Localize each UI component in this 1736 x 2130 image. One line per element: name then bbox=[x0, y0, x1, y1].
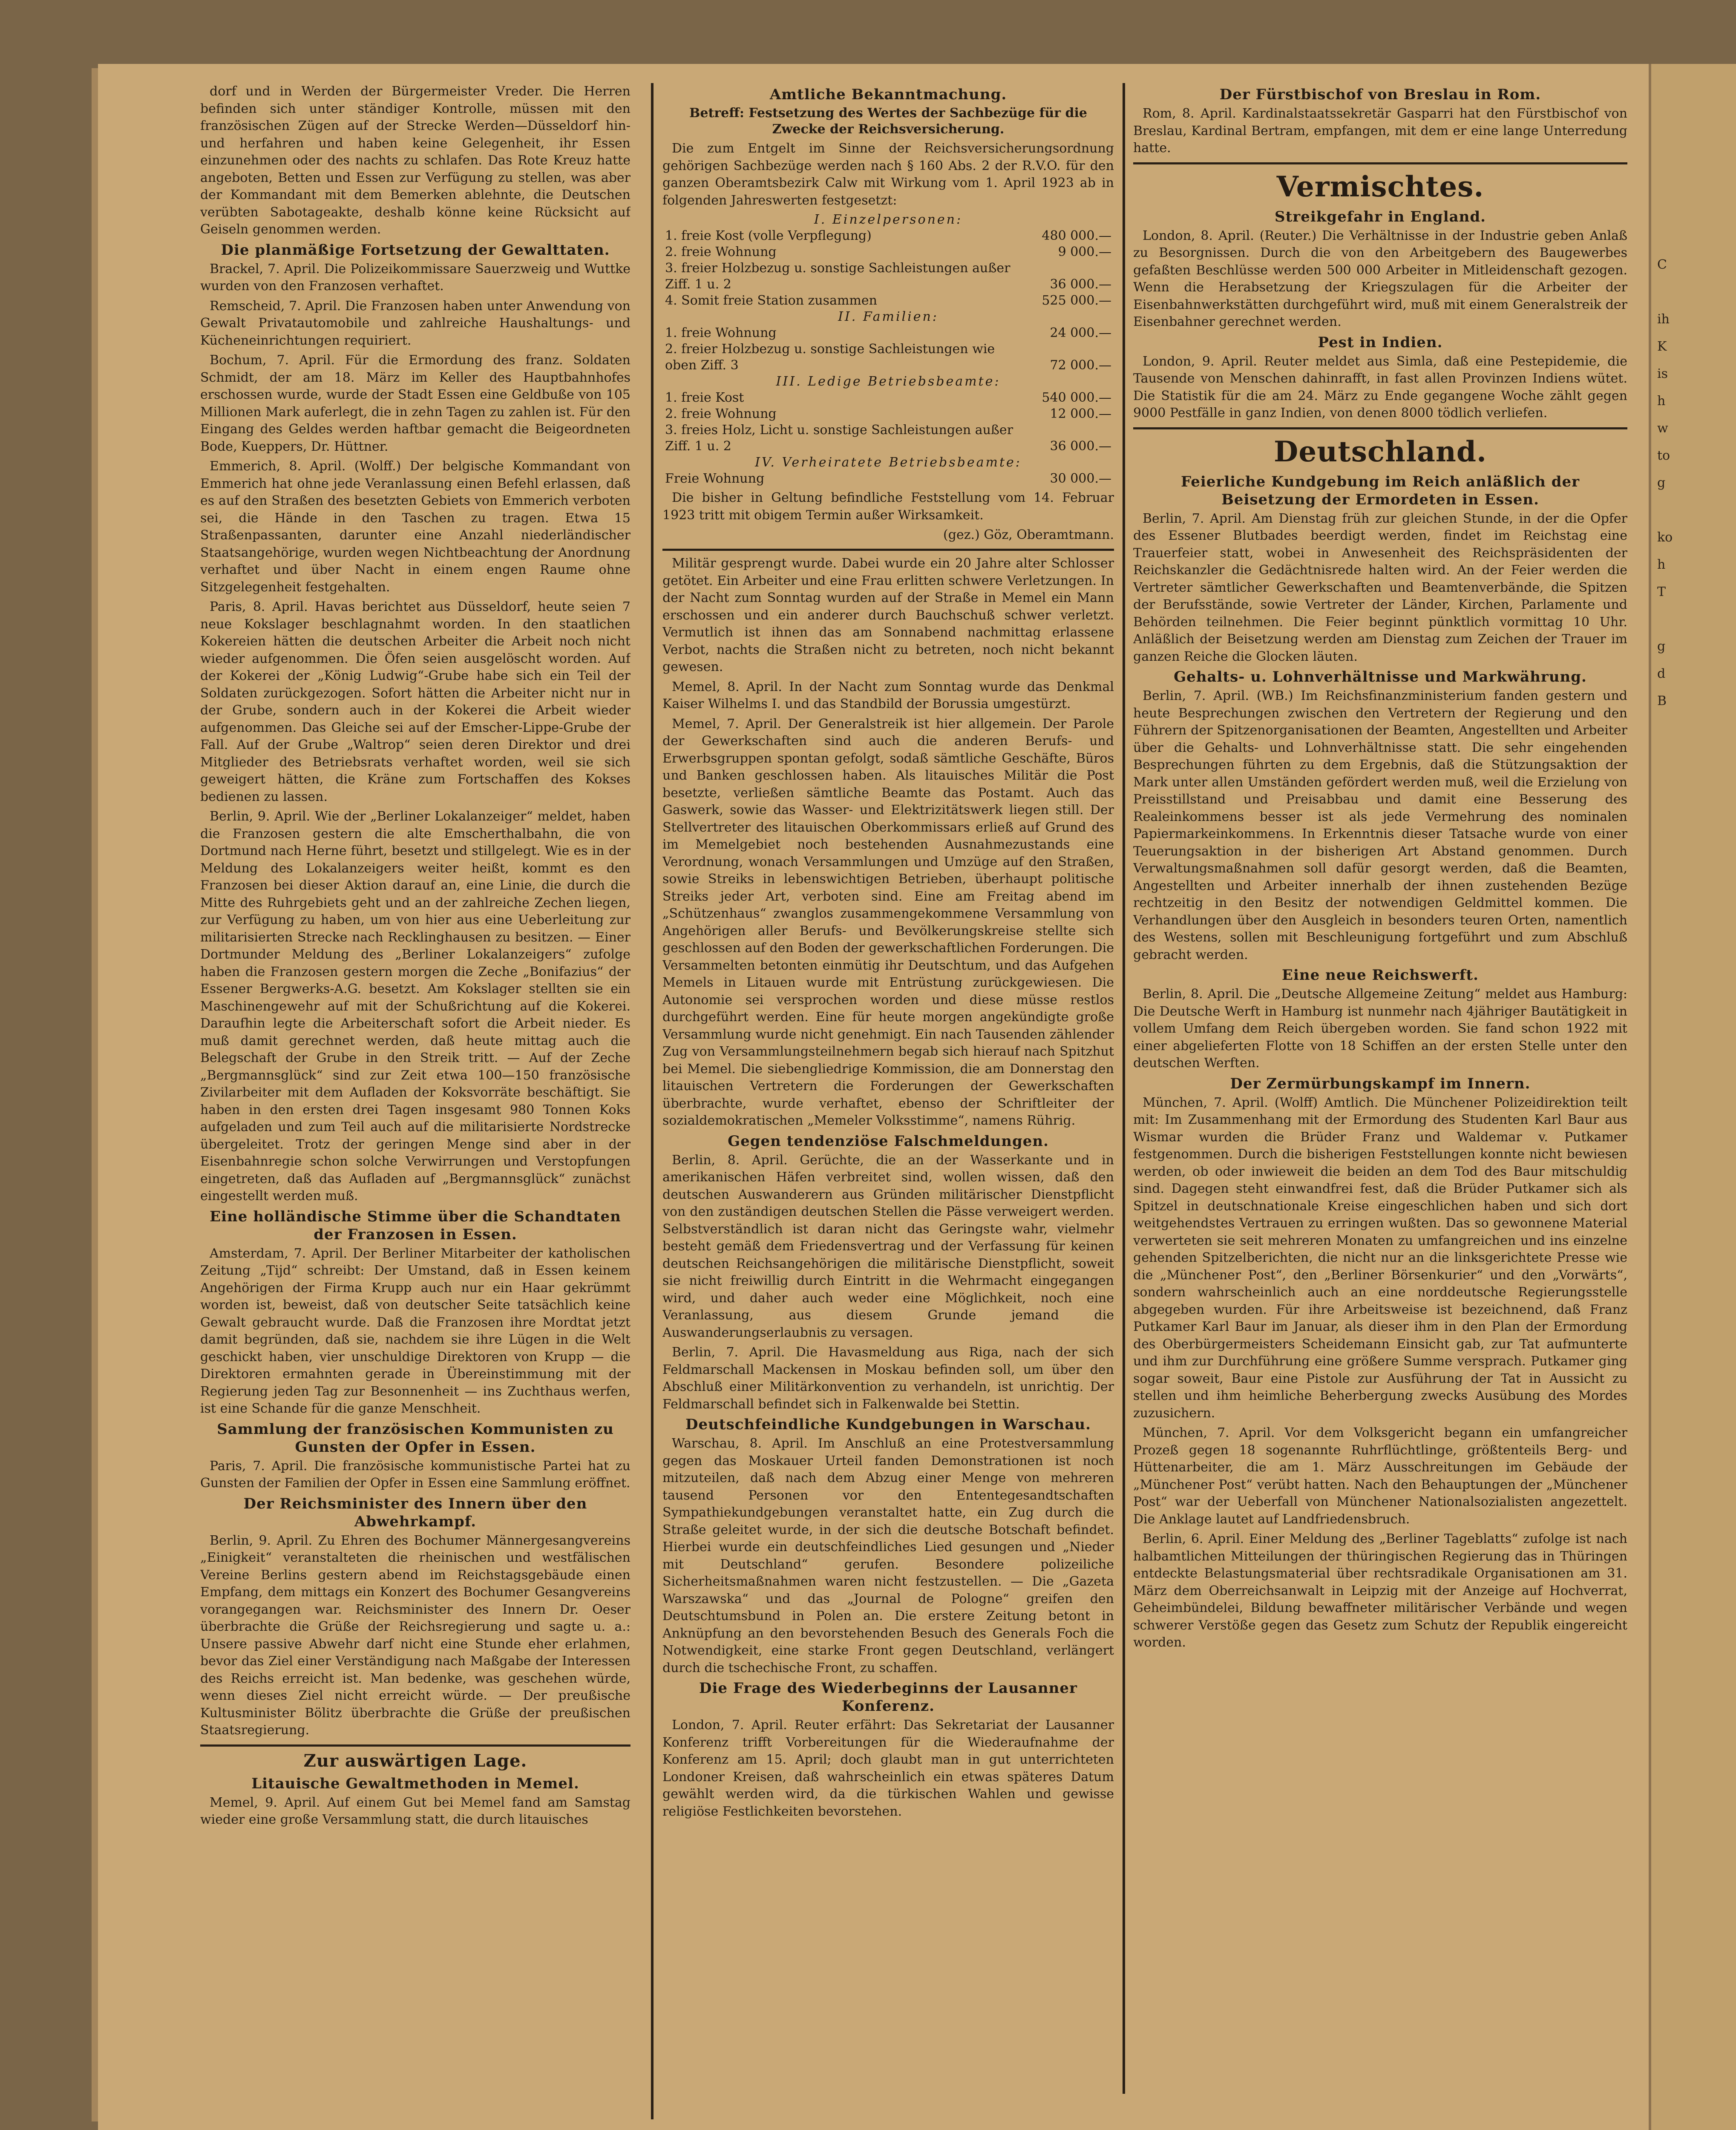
table-cell-label: 1. freie Kost bbox=[665, 390, 744, 405]
paragraph: Berlin, 9. April. Wie der „Berliner Lokalanzeiger“ meldet, haben die Franzosen gestern die alte Emscherthalbahn, die von Dortmund nach Herne führt, besetzt und stillgelegt. Wie es in der Meldung des Lokalanzeigers weiter heißt, kommt es den Franzosen bei dieser Aktion darauf an, eine Linie, die durch die Mitte des Ruhrgebiets geht und an der zahlreiche Zechen liegen, zur Verfügung zu haben, um von hier aus eine Ueberleitung zur militarisierten Strecke nach Recklinghausen zu besitzen. — Einer Dortmunder Meldung des „Berliner Lokalanzeigers“ zufolge haben die Franzosen gestern morgen die Zeche „Bonifazius“ der Essener Bergwerks-A.G. besetzt. Am Kokslager stellten sie ein Maschinengewehr auf mit der Schußrichtung auf die Kokerei. Daraufhin legte die Arbeiterschaft sofort die Arbeit nieder. Es muß damit gerechnet werden, daß heute mittag auch die Belegschaft der Grube in den Streik tritt. — Auf der Zeche „Bergmannsglück“ sind zur Zeit etwa 100—150 französische Zivilarbeiter mit dem Aufladen der Koksvorräte beschäftigt. Sie haben in den ersten drei Tagen insgesamt 980 Tonnen Koks aufgeladen und zum Teil auch auf die militarisierte Nordstrecke übergeleitet. Trotz der geringen Menge sind aber in der Eisenbahnregie schon solche Verwirrungen und Verstopfungen eingetreten, daß das Aufladen auf „Bergmannsglück“ zunächst eingestellt werden muß. bbox=[200, 809, 630, 1203]
column-rule bbox=[1123, 83, 1125, 2094]
table-cell-value: 36 000.— bbox=[1050, 277, 1111, 292]
table-cell-value: 24 000.— bbox=[1050, 325, 1111, 340]
section-heading: Feierliche Kundgebung im Reich anläßlich der Beisetzung der Ermordeten in Essen. bbox=[1180, 473, 1580, 508]
paragraph: Berlin, 8. April. Die „Deutsche Allgemeine Zeitung“ meldet aus Hamburg: Die Deutsche Werft in Hamburg ist nunmehr nach 4jähriger Bautätigkeit in vollem Umfang dem Reich übergeben worden. Sie fand schon 1922 mit einer abgelieferten Flotte von 18 Schiffen an der ersten Stelle unter den deutschen Werften. bbox=[1133, 987, 1627, 1071]
paragraph: Memel, 8. April. In der Nacht zum Sonntag wurde das Denkmal Kaiser Wilhelms I. und das Standbild der Borussia umgestürzt. bbox=[662, 679, 1114, 711]
table-cell-value: 36 000.— bbox=[1050, 439, 1111, 454]
adjacent-page-text-fragment: C ih K is h w to g ko h T g d B bbox=[1657, 257, 1673, 708]
paragraph: Emmerich, 8. April. (Wolff.) Der belgische Kommandant von Emmerich hat ohne jede Veranlassung einen Befehl erlassen, daß es auf den Straßen des besetzten Gebiets von Emmerich verboten sei, die Hände in den Taschen zu tragen. Etwa 15 Straßenpassanten, darunter eine Anzahl niederländischer Staatsangehörige, wurden wegen Nichtbeachtung der Anordnung verhaftet und über Nacht in einem engen Raume ohne Sitzgelegenheit festgehalten. bbox=[200, 459, 630, 595]
table-section-title: III. Ledige Betriebsbeamte: bbox=[776, 374, 1001, 389]
table-section-row bbox=[662, 212, 1114, 228]
paragraph: Rom, 8. April. Kardinalstaatssekretär Gasparri hat den Fürstbischof von Breslau, Kardinal Bertram, empfangen, mit dem er eine lange Unterredung hatte. bbox=[1133, 106, 1627, 155]
table-row bbox=[662, 406, 1114, 422]
table-section-title: IV. Verheiratete Betriebsbeamte: bbox=[755, 455, 1022, 470]
section-divider bbox=[662, 549, 1114, 551]
table-cell-label: 1. freie Kost (volle Verpflegung) bbox=[665, 228, 872, 243]
paragraph: Bochum, 7. April. Für die Ermordung des franz. Soldaten Schmidt, der am 18. März im Keller des Hauptbahnhofes erschossen wurde, wurde der Stadt Essen eine Geldbuße von 105 Millionen Mark auferlegt, die in zehn Tagen zu zahlen ist. Für den Eingang des Geldes werden haftbar gemacht die Beigeordneten Bode, Kueppers, Dr. Hüttner. bbox=[200, 353, 630, 454]
notice-intro: Die zum Entgelt im Sinne der Reichsversicherungsordnung gehörigen Sachbezüge werden nach § 160 Abs. 2 der R.V.O. für den ganzen Oberamtsbezirk Calw mit Wirkung vom 1. April 1923 ab in folgenden Jahreswerten festgesetzt: bbox=[662, 141, 1114, 208]
paragraph: Paris, 7. April. Die französische kommunistische Partei hat zu Gunsten der Familien der Opfer in Essen eine Sammlung eröffnet. bbox=[200, 1458, 630, 1491]
paragraph: London, 9. April. Reuter meldet aus Simla, daß eine Pestepidemie, die Tausende von Menschen dahinrafft, in fast allen Provinzen Indiens wütet. Die Statistik für die am 24. März zu Ende gegangene Woche zählt gegen 9000 Pestfälle in ganz Indien, von denen 8000 tödlich verliefen. bbox=[1133, 354, 1627, 420]
section-heading: Sammlung der französischen Kommunisten zu Gunsten der Opfer in Essen. bbox=[217, 1420, 614, 1456]
table-row bbox=[662, 390, 1114, 406]
notice-subject: Betreff: Festsetzung des Wertes der Sachbezüge für die Zwecke der Reichsversicherung. bbox=[689, 106, 1087, 137]
section-heading: Pest in Indien. bbox=[1318, 334, 1443, 351]
table-row bbox=[662, 325, 1114, 341]
table-cell-value: 9 000.— bbox=[1058, 245, 1111, 259]
table-cell-label: 3. freier Holzbezug u. sonstige Sachleistungen außer Ziff. 1 u. 2 bbox=[665, 261, 1011, 292]
table-row bbox=[662, 341, 1114, 374]
section-heading: Streikgefahr in England. bbox=[1275, 208, 1486, 225]
right-column bbox=[1133, 83, 1627, 2077]
paragraph: Berlin, 6. April. Einer Meldung des „Berliner Tageblatts“ zufolge ist nach halbamtlichen Mitteilungen der thüringischen Regierung das in Thüringen entdeckte Belastungsmaterial über rechtsradikale Organisationen am 31. März dem Oberreichsanwalt in Leipzig mit der Anzeige auf Hochverrat, Geheimbündelei, Bildung bewaffneter militärischer Verbände und wegen schwerer Verstöße gegen das Gesetz zum Schutz der Republik eingereicht worden. bbox=[1133, 1531, 1627, 1650]
section-heading: Litauische Gewaltmethoden in Memel. bbox=[251, 1775, 579, 1792]
notice-signature: (gez.) Göz, Oberamtmann. bbox=[943, 527, 1114, 542]
table-row bbox=[662, 260, 1114, 293]
paragraph: München, 7. April. Vor dem Volksgericht begann ein umfangreicher Prozeß gegen 18 sogenannte Ruhrflüchtlinge, größtenteils Berg- und Hüttenarbeiter, die am 1. März Ausschreitungen im Gebäude der „Münchener Post“ verübt hatten. Nach den Behauptungen der „Münchener Post“ war der Ueberfall von Münchener Nationalsozialisten angezettelt. Die Anklage lautet auf Landfriedensbruch. bbox=[1133, 1425, 1627, 1527]
table-cell-value: 480 000.— bbox=[1042, 228, 1111, 243]
paragraph: Berlin, 7. April. (WB.) Im Reichsfinanzministerium fanden gestern und heute Besprechungen zwischen den Vertretern der Regierung und den Führern der Spitzenorganisationen der Beamten, Angestellten und Arbeiter über die Gehalts- und Lohnverhältnisse statt. Die sehr eingehenden Besprechungen führten zu dem Ergebnis, daß die Stützungsaktion der Mark unter allen Umständen gefördert werden muß, weil die Erzielung von Preisstillstand und Preisabbau und damit eine Besserung des Realeinkommens besser ist als jede Vermehrung des nominalen Papiermarkeinkommens. In Erkenntnis dieser Tatsache wurde von einer Teuerungsaktion in der bisherigen Art Abstand genommen. Durch Verwaltungsmaßnahmen soll dafür gesorgt werden, daß die Beamten, Angestellten und Arbeiter innerhalb der ihnen zustehenden Bezüge rechtzeitig in den Besitz der notwendigen Geldmittel kommen. Die Verhandlungen über den Ausgleich in besonders teuren Orten, namentlich des Westens, sollen mit Beschleunigung fortgeführt und zum Abschluß gebracht werden. bbox=[1133, 688, 1627, 962]
paragraph: Remscheid, 7. April. Die Franzosen haben unter Anwendung von Gewalt Privatautomobile und zahlreiche Haushaltungs- und Kücheneinrichtungen requiriert. bbox=[200, 298, 630, 348]
paragraph: Amsterdam, 7. April. Der Berliner Mitarbeiter der katholischen Zeitung „Tijd“ schreibt: Der Umstand, daß in Essen keinem Angehörigen der Firma Krupp auch nur ein Haar gekrümmt worden ist, beweist, daß von deutscher Seite tatsächlich keine Gewalt gebraucht wurde. Daß die Franzosen ihre Mordtat jetzt damit begründen, daß sie, nachdem sie ihre Lügen in die Welt geschickt haben, vier unschuldige Direktoren von Krupp — die Direktoren ermahnten gerade in Übereinstimmung mit der Regierung jeden Tag zur Besonnenheit — ins Zuchthaus werfen, ist eine Schande für die ganze Menschheit. bbox=[200, 1246, 630, 1416]
section-title: Deutschland. bbox=[1274, 435, 1487, 468]
paragraph: London, 8. April. (Reuter.) Die Verhältnisse in der Industrie geben Anlaß zu Besorgnissen. Durch die von den Arbeitgebern des Baugewerbes gefaßten Beschlüsse werden 500 000 Arbeiter in Mitleidenschaft gezogen. Wenn die Herabsetzung der Kriegszulagen für die Arbeiter der Eisenbahnwerkstätten durchgeführt wird, muß mit einem Generalstreik der Eisenbahner gerechnet werden. bbox=[1133, 228, 1627, 329]
paragraph: Berlin, 7. April. Am Dienstag früh zur gleichen Stunde, in der die Opfer des Essener Blutbades beerdigt werden, findet im Reichstag eine Trauerfeier statt, wobei in Anwesenheit des Reichspräsidenten der Reichskanzler die Gedächtnisrede halten wird. An der Feier werden die Vertreter sämtlicher Gewerkschaften und Beamtenverbände, die Spitzen der Berufsstände, sowie Vertreter der Länder, Kirchen, Parlamente und Behörden teilnehmen. Die Feier beginnt pünktlich vormittag 10 Uhr. Anläßlich der Beisetzung werden am Dienstag zum Zeichen der Trauer im ganzen Reiche die Glocken läuten. bbox=[1133, 511, 1627, 664]
table-cell-value: 12 000.— bbox=[1050, 406, 1111, 421]
section-heading: Die planmäßige Fortsetzung der Gewalttaten. bbox=[221, 241, 610, 259]
paragraph: Berlin, 7. April. Die Havasmeldung aus Riga, nach der sich Feldmarschall Mackensen in Moskau befinden soll, um über den Abschluß einer Militärkonvention zu verhandeln, ist unrichtig. Der Feldmarschall befindet sich in Falkenwalde bei Stettin. bbox=[662, 1345, 1114, 1412]
paragraph: Berlin, 8. April. Gerüchte, die an der Wasserkante und in amerikanischen Häfen verbreitet sind, wollen wissen, daß den deutschen Auswanderern aus Gründen militärischer Dienstpflicht von den zuständigen deutschen Stellen die Pässe verweigert werden. Selbstverständlich ist daran nicht das Geringste wahr, vielmehr besteht gemäß dem Friedensvertrag und der Verfassung für keinen deutschen Reichsangehörigen die militärische Dienstpflicht, soweit sie nicht freiwillig durch Eintritt in die Wehrmacht eingegangen wird, und daher auch weder eine Möglichkeit, noch eine Veranlassung, aus diesem Grunde jemand die Auswanderungserlaubnis zu versagen. bbox=[662, 1152, 1114, 1340]
table-row bbox=[662, 471, 1114, 487]
table-row bbox=[662, 244, 1114, 260]
section-title: Zur auswärtigen Lage. bbox=[303, 1750, 527, 1771]
section-heading: Die Frage des Wiederbeginns der Lausanner Konferenz. bbox=[699, 1680, 1077, 1715]
section-heading: Gehalts- u. Lohnverhältnisse und Markwährung. bbox=[1174, 668, 1587, 685]
section-heading: Der Reichsminister des Innern über den Abwehrkampf. bbox=[243, 1495, 587, 1530]
table-cell-value: 30 000.— bbox=[1050, 471, 1111, 486]
section-heading: Deutschfeindliche Kundgebungen in Warschau. bbox=[685, 1416, 1091, 1433]
section-divider bbox=[1133, 162, 1627, 164]
paragraph: Brackel, 7. April. Die Polizeikommissare Sauerzweig und Wuttke wurden von den Franzosen verhaftet. bbox=[200, 261, 630, 294]
section-divider bbox=[1133, 427, 1627, 429]
table-cell-label: 3. freies Holz, Licht u. sonstige Sachleistungen außer Ziff. 1 u. 2 bbox=[665, 423, 1013, 454]
table-cell-label: 1. freie Wohnung bbox=[665, 325, 777, 340]
adjacent-page-edge bbox=[1649, 64, 1736, 2130]
table-section-row bbox=[662, 309, 1114, 325]
article-body bbox=[200, 261, 630, 1205]
paragraph: Warschau, 8. April. Im Anschluß an eine Protestversammlung gegen das Moskauer Urteil fanden Demonstrationen ist noch mitzuteilen, daß nach dem Abzug einer Menge von mehreren tausend Personen vor den Ententegesandtschaften Sympathiekundgebungen veranstaltet hatte, ein Zug durch die Straße geleitet wurde, in der sich die deutsche Botschaft befindet. Hierbei wurde ein deutschfeindliches Lied gesungen und „Nieder mit Deutschland“ gerufen. Besondere polizeiliche Sicherheitsmaßnahmen waren nicht festzustellen. — Die „Gazeta Warszawska“ und das „Journal de Pologne“ greifen den Deutschtumsbund in Polen an. Die erstere Zeitung betont in Anknüpfung an den bevorstehenden Besuch des Generals Foch die Notwendigkeit, eine starke Front gegen Deutschland, verlängert durch die tschechische Front, zu schaffen. bbox=[662, 1436, 1114, 1675]
column-rule bbox=[651, 83, 654, 2119]
paragraph: München, 7. April. (Wolff) Amtlich. Die Münchener Polizeidirektion teilt mit: Im Zusammenhang mit der Ermordung des Studenten Karl Baur aus Wismar wurden die Brüder Franz und Waldemar v. Putkamer festgenommen. Durch die bisherigen Feststellungen konnte nicht bewiesen werden, ob oder inwieweit die beiden an dem Tod des Baur mitschuldig sind. Dagegen steht einwandfrei fest, daß die Brüder Putkamer sich als Spitzel in deutschnationale Kreise eingeschlichen haben und sich dort weitgehendstes Vertrauen zu erringen wußten. Das so gewonnene Material verwerteten sie seit mehreren Monaten zu umfangreichen und ins einzelne gehenden Spitzelberichten, die nicht nur an die linksgerichtete Presse wie die „Münchener Post“, den „Berliner Börsenkurier“ und den „Vorwärts“, sondern wahrscheinlich auch an eine norddeutsche Regierungsstelle abgegeben wurden. Für ihre Arbeitsweise ist bezeichnend, daß Franz Putkamer Karl Baur im Januar, als dieser ihm in den Plan der Ermordung des Oberbürgermeisters Scheidemann Einsicht gab, zur Tat aufmunterte und ihm zur Durchführung eine größere Summe versprach. Putkamer ging sogar soweit, Baur eine Pistole zur Ausführung der Tat in Aussicht zu stellen und ihm heimliche Beherbergung zwecks Ausübung des Mordes zuzusichern. bbox=[1133, 1095, 1627, 1421]
table-cell-label: Freie Wohnung bbox=[665, 471, 765, 486]
section-divider bbox=[200, 1744, 630, 1747]
table-row bbox=[662, 293, 1114, 309]
section-heading: Gegen tendenziöse Falschmeldungen. bbox=[728, 1132, 1049, 1150]
table-section-title: I. Einzelpersonen: bbox=[814, 212, 963, 227]
table-cell-value: 540 000.— bbox=[1042, 390, 1111, 405]
notice-closing: Die bisher in Geltung befindliche Feststellung vom 14. Februar 1923 tritt mit obigem Termin außer Wirksamkeit. bbox=[662, 490, 1114, 523]
paragraph: Militär gesprengt wurde. Dabei wurde ein 20 Jahre alter Schlosser getötet. Ein Arbeiter und eine Frau erlitten schwere Verletzungen. In der Nacht zum Sonntag wurden auf der Straße in Memel ein Mann erschossen und ein anderer durch Bauchschuß schwer verletzt. Vermutlich ist ihnen das am Sonnabend nachmittag erlassene Verbot, nachts die Straßen nicht zu betreten, noch nicht bekannt gewesen. bbox=[662, 556, 1114, 674]
article-continuation: dorf und in Werden der Bürgermeister Vreder. Die Herren befinden sich unter ständiger Kontrolle, müssen mit den französischen Zügen auf der Strecke Werden—Düsseldorf hin- und herfahren und haben keine Gelegenheit, ihr Essen einzunehmen oder des nachts zu schlafen. Das Rote Kreuz hatte angeboten, Betten und Essen zur Verfügung zu stellen, was aber der Kommandant mit dem Bemerken ablehnte, die Deutschen verübten Sabotageakte, deshalb könne keine Rücksicht auf Geiseln genommen werden. bbox=[200, 84, 630, 237]
table-section-title: II. Familien: bbox=[838, 309, 939, 324]
middle-column bbox=[662, 83, 1114, 2094]
paragraph: London, 7. April. Reuter erfährt: Das Sekretariat der Lausanner Konferenz trifft Vorbereitungen für die Wiederaufnahme der Konferenz am 15. April; doch glaubt man in gut unterrichteten Londoner Kreisen, daß wahrscheinlich ein etwas späteres Datum gewählt werden wird, da die türkischen Wahlen und gewisse religiöse Festlichkeiten bevorstehen. bbox=[662, 1718, 1114, 1819]
section-heading: Eine holländische Stimme über die Schandtaten der Franzosen in Essen. bbox=[210, 1208, 621, 1243]
table-row bbox=[662, 228, 1114, 244]
table-cell-value: 525 000.— bbox=[1042, 293, 1111, 308]
table-cell-value: 72 000.— bbox=[1050, 358, 1111, 373]
paragraph: Paris, 8. April. Havas berichtet aus Düsseldorf, heute seien 7 neue Kokslager beschlagnahmt worden. In den staatlichen Kokereien hätten die deutschen Arbeiter die Arbeit noch nicht wieder aufgenommen. Die Öfen seien ausgelöscht worden. Auf der Kokerei der „König Ludwig“-Grube habe sich ein Teil der Soldaten zurückgezogen. Sofort hätten die Arbeiter nicht nur in der Grube, sondern auch in der Kokerei die Arbeit wieder aufgenommen. Das Gleiche sei auf der Emscher-Lippe-Grube der Fall. Auf der Grube „Waltrop“ seien deren Direktor und drei Mitglieder des Betriebsrats verhaftet worden, weil sie sich geweigert hätten, die Kräne zum Fortschaffen des Kokses bedienen zu lassen. bbox=[200, 599, 630, 804]
table-section-row bbox=[662, 374, 1114, 390]
rate-table bbox=[662, 212, 1114, 487]
table-row bbox=[662, 422, 1114, 455]
paragraph: Memel, 9. April. Auf einem Gut bei Memel fand am Samstag wieder eine große Versammlung statt, die durch litauisches bbox=[200, 1795, 630, 1827]
section-heading: Der Zermürbungskampf im Innern. bbox=[1230, 1075, 1531, 1092]
table-cell-label: 2. freier Holzbezug u. sonstige Sachleistungen wie oben Ziff. 3 bbox=[665, 342, 995, 373]
paragraph: Berlin, 9. April. Zu Ehren des Bochumer Männergesangvereins „Einigkeit“ veranstalteten die rheinischen und westfälischen Vereine Berlins gestern abend im Reichstagsgebäude einen Empfang, dem mittags ein Konzert des Bochumer Gesangvereins vorangegangen war. Reichsminister des Innern Dr. Oeser überbrachte die Grüße der Reichsregierung und sagte u. a.: Unsere passive Abwehr darf nicht eine Stunde eher erlahmen, bevor das Ziel einer Verständigung nach Maßgabe der Interessen des Reichs erreicht ist. Man bedenke, was geschehen würde, wenn dieses Ziel nicht erreicht würde. — Der preußische Kultusminister Bölitz überbrachte die Grüße der preußischen Staatsregierung. bbox=[200, 1533, 630, 1738]
section-heading: Der Fürstbischof von Breslau in Rom. bbox=[1219, 86, 1541, 103]
section-heading: Eine neue Reichswerft. bbox=[1282, 967, 1479, 984]
notice-title: Amtliche Bekanntmachung. bbox=[769, 86, 1007, 103]
table-cell-label: 2. freie Wohnung bbox=[665, 245, 777, 259]
left-column bbox=[200, 83, 630, 2128]
table-section-row bbox=[662, 455, 1114, 471]
table-cell-label: 4. Somit freie Station zusammen bbox=[665, 293, 877, 308]
table-cell-label: 2. freie Wohnung bbox=[665, 406, 777, 421]
section-title: Vermischtes. bbox=[1276, 170, 1484, 203]
paragraph: Memel, 7. April. Der Generalstreik ist hier allgemein. Der Parole der Gewerkschaften sind auch die anderen Berufs- und Erwerbsgruppen spontan gefolgt, sodaß sämtliche Geschäfte, Büros und Banken geschlossen haben. Als litauisches Militär die Post besetzte, verließen sämtliche Beamte das Postamt. Auch das Gaswerk, sowie das Wasser- und Elektrizitätswerk liegen still. Der Stellvertreter des litauischen Oberkommissars erließ auf Grund des im Memelgebiet noch bestehenden Ausnahmezustands eine Verordnung, wonach Versammlungen und Umzüge auf den Straßen, sowie Streiks in lebenswichtigen Betrieben, überhaupt politische Streiks jeder Art, verboten sind. Eine am Freitag abend im „Schützenhaus“ zwanglos zusammengekommene Versammlung von Angehörigen aller Berufs- und Bevölkerungskreise stellte sich geschlossen auf den Boden der gewerkschaftlichen Forderungen. Die Versammelten betonten einmütig ihr Deutschtum, und das Aufgehen Memels in Litauen wurde mit Entrüstung zurückgewiesen. Die Autonomie sei versprochen worden und diese müsse restlos durchgeführt werden. Eine für heute morgen angekündigte große Versammlung wurde nicht genehmigt. Ein nach Tausenden zählender Zug von Versammlungsteilnehmern begab sich hierauf nach Spitzhut bei Memel. Die siebengliedrige Kommission, die am Donnerstag den litauischen Vertretern die Forderungen der Gewerkschaften überbrachte, wurde verhaftet, ebenso der Schriftleiter der sozialdemokratischen „Memeler Volksstimme“, namens Rührig. bbox=[662, 716, 1114, 1128]
